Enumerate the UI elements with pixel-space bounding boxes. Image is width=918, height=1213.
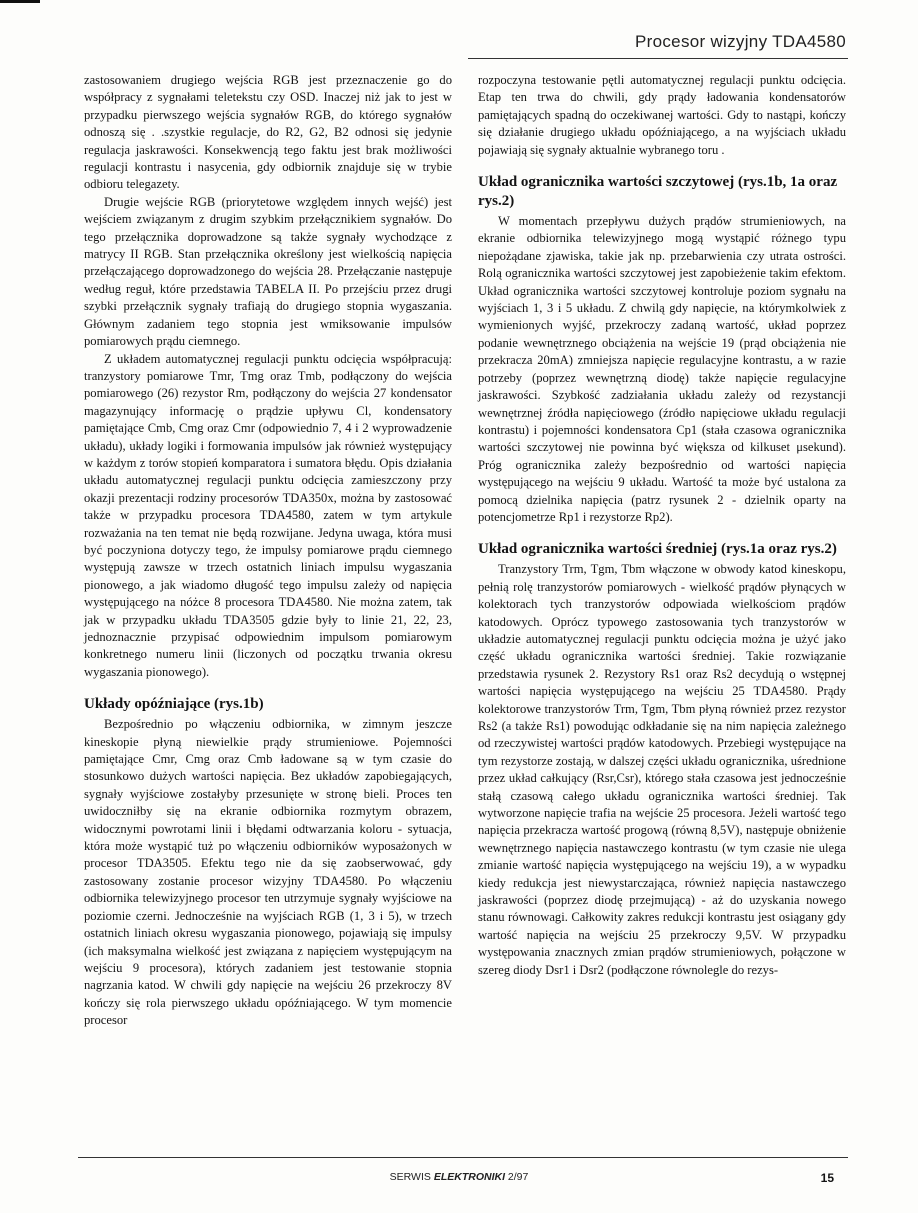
paragraph: Z układem automatycznej regulacji punktu odcięcia współpracują: tranzystory pomiarowe Tmr, Tmg oraz Tmb, podłączony do wejścia pomiarowego (26) rezystor Rm, podłączony do wejścia 27 kondensator magazynujący informację o prądzie upływu Cl, kondensatory pamiętające Cmb, Cmg oraz Cmr (odpowiednio 7, 4 i 2 wyprowadzenie układu), układy logiki i formowania impulsów jak również występujący w każdym z torów stopień komparatora i sumatora błędu. Opis działania układu automatycznej regulacji punktu odcięcia zamieszczony przy okazji prezentacji rodziny procesorów TDA350x, można by zastosować także w przypadku procesora TDA4580, zatem w tym artykule rozważania na ten temat nie będą rozwijane. Jedyna uwaga, która musi być poczyniona dotyczy tego, że impulsy pomiarowe prądu ciemnego występują zawsze w trzech ostatnich liniach impulsu wygaszania pionowego, a jak wiadomo długość tego impulsu zależy od napięcia występującego na nóżce 8 procesora TDA4580. Nie można zatem, tak jak w przypadku układu TDA3505 gdzie były to linie 21, 22, 23, jednoznacznie przypisać odpowiednim impulsom pomiarowym konkretnego numeru linii (liczonych od początku trwania okresu wygaszania pionowego). xyxy=(84,351,452,679)
paragraph: rozpoczyna testowanie pętli automatycznej regulacji punktu odcięcia. Etap ten trwa do chwili, gdy prądy ładowania kondensatorów pamiętających spadną do oczekiwanej wartości. Gdy to nastąpi, kończy się działanie drugiego układu opóźniającego, a na wyjściach układu pojawiają się sygnały aktualnie wybranego toru . xyxy=(478,73,846,157)
corner-mark xyxy=(0,0,40,3)
page-number: 15 xyxy=(820,1171,834,1185)
header-rule xyxy=(468,58,848,59)
left-column xyxy=(84,72,452,1030)
section-heading: Układ ogranicznika wartości szczytowej (rys.1b, 1a oraz rys.2) xyxy=(478,174,838,210)
footer-prefix: SERWIS xyxy=(389,1171,431,1183)
paragraph: Bezpośrednio po włączeniu odbiornika, w zimnym jeszcze kineskopie płyną niewielkie prądy strumieniowe. Pojemności pamiętające Cmr, Cmg oraz Cmb ładowane są w tym czasie do stosunkowo dużych wartości napięcia. Bez układów zapobiegających, sygnały wyjściowe zostałyby przesunięte w stronę bieli. Proces ten uwidoczniłby się na ekranie odbiornika rozmytym obrazem, widocznymi powrotami linii i błędami odtwarzania koloru - sytuacja, która może wystąpić tuż po włączeniu odbiorników wyposażonych w procesor TDA3505. Efektu tego nie da się zaobserwować, gdy zastosowany zostanie procesor wizyjny TDA4580. Po włączeniu odbiornika telewizyjnego procesor ten utrzymuje sygnały wyjściowe na poziomie czerni. Jednocześnie na wyjściach RGB (1, 3 i 5), w trzech ostatnich liniach okresu wygaszania pionowego, pojawiają się impulsy (ich maksymalna wielkość jest związana z napięciem występującym na wejściu 9 procesora), których zadaniem jest testowanie stopnia nagrzania katod. W chwili gdy napięcie na wejściu 26 przekroczy 8V kończy się rola pierwszego układu opóźniającego. W tym momencie procesor xyxy=(84,717,452,1028)
magazine-name: ELEKTRONIKI xyxy=(433,1171,505,1183)
running-header: Procesor wizyjny TDA4580 xyxy=(635,32,846,51)
magazine-footer xyxy=(0,1171,918,1183)
right-column xyxy=(478,72,846,979)
paragraph: W momentach przepływu dużych prądów strumieniowych, na ekranie odbiornika telewizyjnego mogą wystąpić różnego typu niepożądane zjawiska, takie jak np. przebarwienia czy utrata ostrości. Rolą ogranicznika wartości szczytowej jest zapobieżenie takim efektom. Układ ogranicznika wartości szczytowej kontroluje poziom sygnału na wyjściach 1, 3 i 5 układu. Z chwilą gdy napięcie, na którymkolwiek z wymienionych wyjść, przekroczy zadaną wartość, układ poprzez podanie wewnętrznego obciążenia na wejście 19 (prąd obciążenia nie przekracza 20mA) zmniejsza napięcie regulacyjne kontrastu, a w razie potrzeby (poprzez wewnętrzną diodę) także napięcie regulacyjne jaskrawości. Szybkość zadziałania układu zależy od rezystancji wewnętrznej źródła napięciowego (źródło napięciowe układu regulacji kontrastu) i pojemności kondensatora Cp1 (stała czasowa ogranicznika wartości szczytowej nie powinna być większa od kilkuset μsekund). Próg ogranicznika zależy bezpośrednio od wartości napięcia występującego na wejściu 9 układu. Wartość ta może być ustalona za pomocą dzielnika napięcia (patrz rysunek 2 - dzielnik oparty na potencjometrze Rp1 i rezystorze Rp2). xyxy=(478,214,846,524)
footer-rule xyxy=(78,1157,848,1158)
paragraph: zastosowaniem drugiego wejścia RGB jest przeznaczenie go do współpracy z sygnałami teletekstu czy OSD. Inaczej niż jak to jest w przypadku pierwszego wejścia sygnałów RGB, do którego sygnałów odnoszą się . .szystkie regulacje, do R2, G2, B2 odnosi się jedynie regulacja jaskrawości. Konsekwencją tego faktu jest brak możliwości regulacji kontrastu i nasycenia, gdy odbiornik znajduje się w trybie odbioru telegazety. xyxy=(84,73,452,192)
issue-number: 2/97 xyxy=(507,1171,529,1183)
paragraph: Drugie wejście RGB (priorytetowe względem innych wejść) jest wejściem związanym z drugim szybkim przełącznikiem sygnałów. Do tego przełącznika doprowadzone są także sygnały wychodzące z matrycy II RGB. Stan przełącznika określony jest wielkością napięcia przełączającego doprowadzonego do wejścia 28. Przełączanie następuje według reguł, które przedstawia TABELA II. Po przejściu przez drugi szybki przełącznik sygnały trafiają do drugiego stopnia wygaszania. Głównym zadaniem tego stopnia jest wmiksowanie impulsów pomiarowych prądu ciemnego. xyxy=(84,194,452,349)
section-heading: Układy opóźniające (rys.1b) xyxy=(84,696,264,713)
section-heading: Układ ogranicznika wartości średniej (rys.1a oraz rys.2) xyxy=(478,541,837,558)
paragraph: Tranzystory Trm, Tgm, Tbm włączone w obwody katod kineskopu, pełnią rolę tranzystorów pomiarowych - wielkość prądów płynących w kolektorach tych tranzystorów odpowiada wielkościom prądów katodowych. Oprócz typowego zastosowania tych tranzystorów w układzie automatycznej regulacji punktu odcięcia można je użyć jako część układu ogranicznika wartości średniej. Takie rozwiązanie przedstawia rysunek 2. Rezystory Rs1 oraz Rs2 decydują o wstępnej wartości napięcia występującego na wejściu 25 TDA4580. Prądy kolektorowe tranzystorów Trm, Tgm, Tbm płyną również przez rezystor Rs2 (a także Rs1) powodując odkładanie się na nim napięcia zależnego od rzeczywistej wartości prądów katodowych. Przebiegi występujące na tym rezystorze zostają, w dalszej części układu ogranicznika, uśrednione przez układ całkujący (Rsr,Csr), którego stała czasowa jest jednocześnie stałą czasową całego układu ogranicznika wartości średniej. Tak wytworzone napięcie trafia na wejście 25 procesora. Jeżeli wartość tego napięcia przekracza wartość progową (równą 8,5V), następuje obniżenie wewnętrznego napięcia nastawczego kontrastu (w tym czasie nie ulega zmianie wartość napięcia występującego na wejściu 19), a w wypadku kiedy redukcja jest niewystarczająca, również napięcia nastawczego jaskrawości (poprzez diodę przejmującą) - aż do uzyskania nowego stanu równowagi. Całkowity zakres redukcji kontrastu jest osiągany gdy wartość napięcia na wejściu 25 przekroczy 9,5V. W przypadku występowania znacznych zmian prądów strumieniowych, połączone w szereg diody Dsr1 i Dsr2 (podłączone równolegle do rezys- xyxy=(478,562,846,977)
